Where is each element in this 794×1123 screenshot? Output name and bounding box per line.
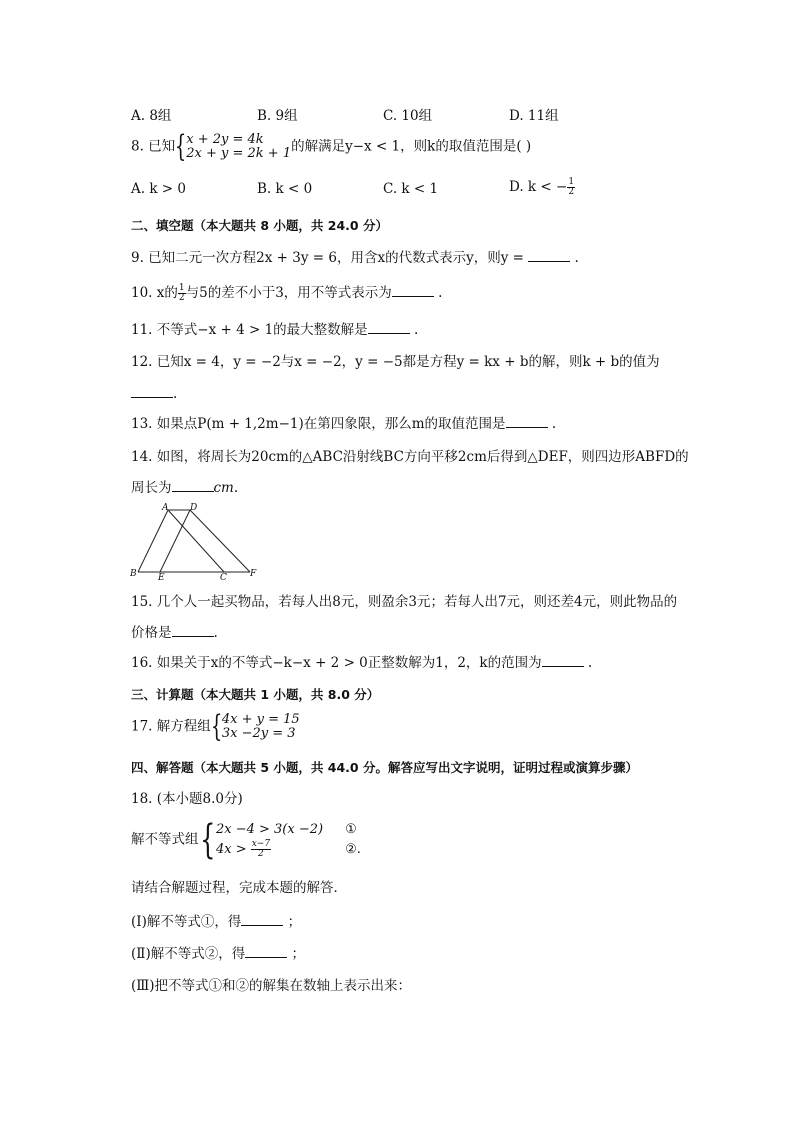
q8-option-d-prefix: D. k < − — [509, 179, 568, 195]
q8-system: { x + 2y = 4k 2x + y = 2k + 1 — [174, 129, 292, 164]
q10-post: 与5的差不小于3，用不等式表示为 — [185, 285, 392, 301]
q10-pre: 10. x的 — [131, 285, 178, 301]
q10-num: 1 — [178, 283, 185, 293]
translation-figure — [128, 500, 262, 582]
q16-end: . — [583, 655, 593, 671]
q10-end: . — [433, 285, 443, 301]
question-16 — [131, 654, 592, 672]
q8-option-d-num: 1 — [568, 177, 575, 187]
q15-blank — [172, 624, 214, 637]
q16-text: 16. 如果关于x的不等式−k−x + 2 > 0正整数解为1，2，k的范围为 — [131, 655, 542, 671]
label-c: C — [220, 573, 227, 582]
q18-step2-blank — [245, 945, 287, 958]
question-12-line2 — [131, 385, 177, 403]
segment-ac — [168, 510, 224, 572]
q13-end: . — [547, 416, 557, 432]
question-18-head: 18. (本小题8.0分) — [131, 791, 243, 807]
q14-post: cm. — [213, 480, 239, 496]
q18-eq1: 2x −4 > 3(x −2) — [215, 822, 324, 837]
q7-option-a: A. 8组 — [131, 108, 172, 124]
q9-blank — [528, 249, 570, 262]
question-18-system — [131, 817, 361, 863]
question-14: 14. 如图，将周长为20cm的△ABC沿射线BC方向平移2cm后得到△DEF，则四边形ABFD的 — [131, 449, 689, 465]
q18-eq2 — [216, 840, 323, 860]
question-12: 12. 已知x = 4，y = −2与x = −2，y = −5都是方程y = kx + b的解，则k + b的值为 — [131, 354, 660, 370]
segment-ab — [138, 510, 168, 572]
q17-eq2: 3x −2y = 3 — [221, 726, 296, 741]
label-d: D — [190, 503, 198, 513]
q15-pre: 价格是 — [131, 625, 172, 641]
q15-end: . — [213, 625, 218, 641]
q18-eq2-pre: 4x > — [215, 842, 247, 857]
q8-option-c: C. k < 1 — [383, 181, 439, 197]
q12-blank — [131, 385, 173, 398]
q8-option-b: B. k < 0 — [257, 181, 313, 197]
q7-option-b: B. 9组 — [257, 108, 298, 124]
label-f: F — [250, 569, 257, 579]
q8-eq1: x + 2y = 4k — [186, 132, 264, 147]
q16-blank — [542, 654, 584, 667]
q18-mark-1: ① — [345, 822, 357, 837]
q18-step2-text: (Ⅱ)解不等式②，得 — [131, 946, 246, 962]
question-18-step2 — [131, 945, 305, 963]
label-e: E — [158, 573, 165, 582]
q14-blank — [172, 479, 214, 492]
q11-end: . — [409, 322, 419, 338]
question-15: 15. 几个人一起买物品，若每人出8元，则盈余3元；若每人出7元，则还差4元，则此物品的 — [131, 594, 678, 610]
q10-fraction — [178, 284, 186, 303]
section-4-heading: 四、解答题（本大题共 5 小题，共 44.0 分。解答应写出文字说明，证明过程或演算步骤） — [131, 760, 638, 775]
q8-tail: 的解满足y−x < 1，则k的取值范围是( ) — [291, 138, 532, 155]
question-14-line2 — [131, 479, 238, 497]
question-8 — [131, 129, 532, 164]
q8-eq2: 2x + y = 2k + 1 — [186, 146, 292, 161]
question-17 — [131, 709, 300, 744]
section-2-heading: 二、填空题（本大题共 8 小题，共 24.0 分） — [131, 218, 388, 233]
q18-step1-text: (Ⅰ)解不等式①，得 — [131, 914, 242, 930]
segment-de — [160, 510, 190, 572]
label-b: B — [130, 569, 137, 579]
q13-blank — [506, 415, 548, 428]
question-10 — [131, 284, 442, 303]
section-3-heading: 三、计算题（本大题共 1 小题，共 8.0 分） — [131, 687, 380, 702]
q8-option-a: A. k > 0 — [131, 181, 186, 197]
q12-end: . — [173, 386, 178, 402]
q8-lead: 8. 已知 — [131, 138, 176, 155]
segment-df — [190, 510, 250, 572]
q11-blank — [368, 321, 410, 334]
q10-den: 2 — [178, 293, 185, 303]
q8-option-d-den: 2 — [568, 187, 575, 197]
question-18-instruction: 请结合解题过程，完成本题的解答． — [131, 880, 347, 896]
question-18-step1 — [131, 913, 301, 931]
q11-text: 11. 不等式−x + 4 > 1的最大整数解是 — [131, 322, 368, 338]
q14-pre: 周长为 — [131, 480, 172, 496]
q17-lead: 17. 解方程组 — [131, 718, 211, 735]
q9-text: 9. 已知二元一次方程2x + 3y = 6，用含x的代数式表示y，则y = — [131, 250, 524, 266]
question-9 — [131, 249, 579, 267]
q8-option-d-fraction — [567, 178, 575, 197]
question-13 — [131, 415, 556, 433]
q10-blank — [392, 284, 434, 297]
q17-system: { 4x + y = 15 3x −2y = 3 — [210, 709, 300, 744]
q9-end: . — [570, 250, 579, 266]
q18-eq2-fraction — [251, 840, 271, 859]
q18-step2-semi: ； — [287, 946, 306, 962]
q18-step1-semi: ； — [283, 914, 302, 930]
q18-step1-blank — [241, 913, 283, 926]
q17-eq1: 4x + y = 15 — [221, 712, 300, 727]
q7-option-c: C. 10组 — [383, 108, 433, 124]
label-a: A — [162, 503, 169, 513]
q18-lead: 解不等式组 — [131, 831, 199, 848]
q18-eq2-den: 2 — [258, 849, 264, 859]
q13-text: 13. 如果点P(m + 1,2m−1)在第四象限，那么m的取值范围是 — [131, 416, 506, 432]
question-15-line2 — [131, 624, 218, 642]
q18-mark-2: ②. — [345, 842, 361, 857]
q18-system-block: { 2x −4 > 3(x −2) 4x > $\frac{x-7}{2}$ ① ②. — [199, 817, 361, 863]
question-11 — [131, 321, 418, 339]
q8-option-d — [509, 178, 575, 197]
q7-option-d: D. 11组 — [509, 108, 559, 124]
question-18-step3: (Ⅲ)把不等式①和②的解集在数轴上表示出来： — [131, 978, 412, 994]
q18-eq2-num: x−7 — [251, 839, 271, 849]
